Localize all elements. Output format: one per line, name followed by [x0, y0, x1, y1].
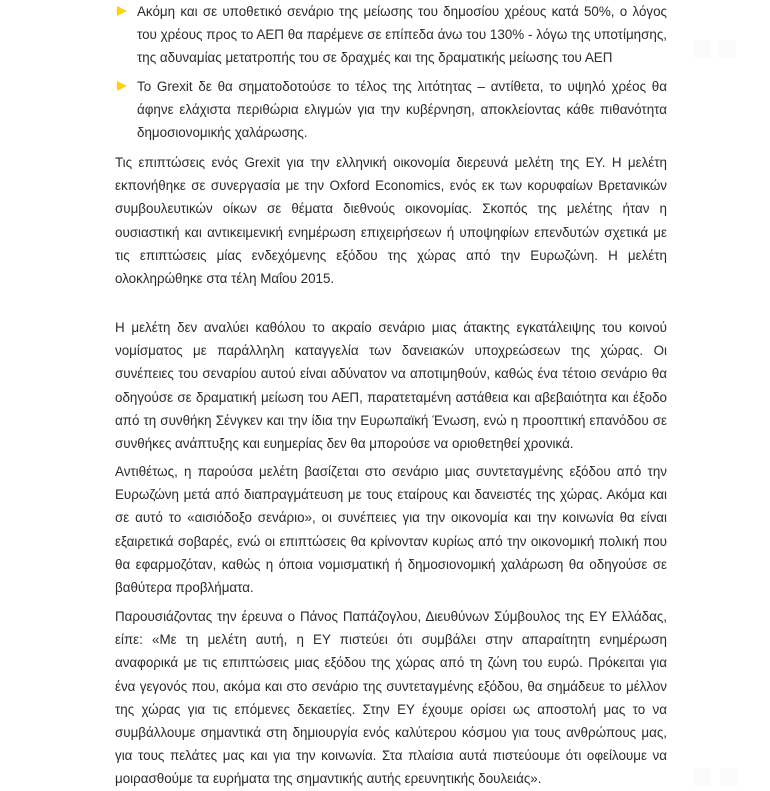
key-point-text: Ακόμη και σε υποθετικό σενάριο της μείωσης του δημοσίου χρέους κατά 50%, ο λόγος του χρέους προς το ΑΕΠ θα παρέμενε σε επίπεδα άνω του 130% - λόγω της υποτίμησης, της αδυναμίας μετατροπής του σε δραχμές και της δραματικής μείωσης του ΑΕΠ	[137, 4, 667, 65]
key-points-list	[115, 0, 667, 144]
paragraph-study-intro: Τις επιπτώσεις ενός Grexit για την ελληνική οικονομία διερευνά μελέτη της ΕΥ. Η μελέτη εκπονήθηκε σε συνεργασία με την Oxford Economics, ενός εκ των κορυφαίων Βρετανικών συμβουλευτικών οίκων σε θέματα διεθνούς οικονομίας. Σκοπός της μελέτης ήταν η ουσιαστική και αντικειμενική ενημέρωση επιχειρήσεων ή υποψηφίων επενδυτών σχετικά με τις επιπτώσεις μίας ενδεχόμενης εξόδου της χώρας από την Ευρωζώνη. Η μελέτη ολοκληρώθηκε στα τέλη Μαΐου 2015.	[115, 155, 667, 287]
yellow-arrow-bullet-icon	[117, 6, 127, 16]
paragraph-ceo-quote: Παρουσιάζοντας την έρευνα ο Πάνος Παπάζογλου, Διευθύνων Σύμβουλος της ΕΥ Ελλάδας, είπε: «Με τη μελέτη αυτή, η ΕΥ πιστεύει ότι συμβάλει στην απαραίτητη ενημέρωση αναφορικά με τις επιπτώσεις μιας εξόδου της χώρας από τη ζώνη του ευρώ. Πρόκειται για ένα γεγονός που, ακόμα και στο σενάριο της συντεταγμένης εξόδου, θα σημάδευε το μέλλον της χώρας για τις επόμενες δεκαετίες. Στην ΕΥ έχουμε ορίσει ως αποστολή μας το να συμβάλλουμε σημαντικά στη δημιουργία ενός καλύτερου κόσμου για τους ανθρώπους μας, για τους πελάτες μας και για την κοινωνία. Στα πλαίσια αυτά πιστεύουμε ότι οφείλουμε να μοιρασθούμε τα ευρήματα της σημαντικής αυτής ερευνητικής δουλειάς».	[115, 609, 667, 787]
faint-overlay-box	[720, 768, 738, 786]
faint-overlay-box	[718, 40, 736, 58]
key-point-text: Το Grexit δε θα σηματοδοτούσε το τέλος της λιτότητας – αντίθετα, το υψηλό χρέος θα άφηνε ελάχιστα περιθώρια ελιγμών για την κυβέρνηση, αποκλείοντας κάθε πιθανότητα δημοσιονομικής χαλάρωσης.	[137, 79, 667, 140]
yellow-arrow-bullet-icon	[117, 81, 127, 91]
key-point-item	[115, 75, 667, 144]
paragraph-extreme-scenario: Η μελέτη δεν αναλύει καθόλου το ακραίο σενάριο μιας άτακτης εγκατάλειψης του κοινού νομίσματος με παράλληλη καταγγελία των δανειακών υποχρεώσεων της χώρας. Οι συνέπειες του σεναρίου αυτού είναι αδύνατον να αποτιμηθούν, καθώς ένα τέτοιο σενάριο θα οδηγούσε σε δραματική μείωση του ΑΕΠ, παρατεταμένη αστάθεια και αβεβαιότητα και έξοδο από τη συνθήκη Σένγκεν και την ίδια την Ευρωπαϊκή Ένωση, ενώ η προοπτική επανόδου σε συνθήκες ανάπτυξης και ευημερίας δεν θα μπορούσε να οριοθετηθεί χρονικά.	[115, 320, 667, 452]
faint-overlay-box	[693, 40, 711, 58]
paragraph-orderly-exit: Αντιθέτως, η παρούσα μελέτη βασίζεται στο σενάριο μιας συντεταγμένης εξόδου από την Ευρωζώνη μετά από διαπραγμάτευση με τους εταίρους και δανειστές της χώρας. Ακόμα και σε αυτό το «αισιόδοξο σενάριο», οι συνέπειες για την οικονομία και την κοινωνία θα είναι εξαιρετικά σοβαρές, ενώ οι επιπτώσεις θα κρίνονταν κυρίως από την οικονομική πολική που θα εφαρμοζόταν, καθώς η όποια νομισματική ή δημοσιονομική χαλάρωση θα οδηγούσε σε βαθύτερα προβλήματα.	[115, 464, 667, 596]
article-body	[115, 0, 667, 787]
faint-overlay-box	[693, 768, 711, 786]
key-point-item	[115, 0, 667, 69]
